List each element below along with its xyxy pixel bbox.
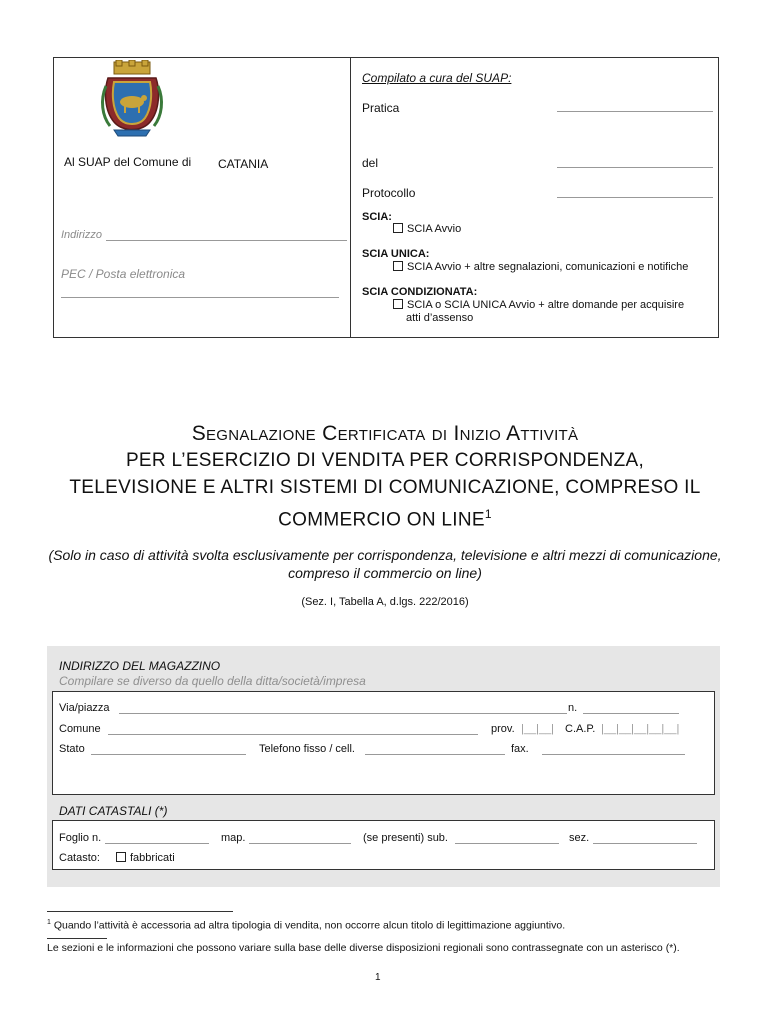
map-field[interactable] bbox=[249, 843, 351, 844]
section-title: DATI CATASTALI (*) bbox=[59, 804, 168, 818]
pec-field[interactable] bbox=[61, 297, 339, 298]
cap-field[interactable]: |__|__|__|__|__| bbox=[601, 723, 680, 735]
comune-field[interactable] bbox=[108, 734, 478, 735]
suap-prefix: Al SUAP del Comune di bbox=[64, 155, 192, 169]
fabbricati-checkbox[interactable] bbox=[116, 852, 126, 862]
catasto-fields-box bbox=[52, 820, 715, 870]
via-label: Via/piazza bbox=[59, 702, 110, 714]
title-line-3: TELEVISIONE E ALTRI SISTEMI DI COMUNICAZIONE, COMPRESO IL bbox=[69, 477, 701, 498]
pratica-label: Pratica bbox=[362, 101, 400, 115]
scia-unica-checkbox[interactable] bbox=[393, 261, 403, 271]
prov-label: prov. bbox=[491, 723, 515, 735]
scia-cond-option[interactable] bbox=[393, 299, 684, 311]
scia-unica-option-label: SCIA Avvio + altre segnalazioni, comunicazioni e notifiche bbox=[407, 261, 689, 273]
title-line-4: COMMERCIO ON LINE bbox=[278, 509, 485, 531]
map-label: map. bbox=[221, 832, 246, 844]
scia-heading: SCIA: bbox=[362, 211, 392, 223]
sub-field[interactable] bbox=[455, 843, 559, 844]
sez-field[interactable] bbox=[593, 843, 697, 844]
footnote-separator-2 bbox=[47, 938, 107, 939]
scia-unica-heading: SCIA UNICA: bbox=[362, 248, 430, 260]
telefono-label: Telefono fisso / cell. bbox=[259, 743, 355, 755]
comune-label: Comune bbox=[59, 723, 101, 735]
via-field[interactable] bbox=[119, 713, 567, 714]
scia-option[interactable] bbox=[393, 223, 461, 235]
indirizzo-field[interactable] bbox=[106, 240, 347, 241]
prov-field[interactable]: |__|__| bbox=[521, 723, 555, 735]
scia-cond-option-label-2: atti d’assenso bbox=[406, 312, 474, 324]
catania-coat-of-arms-icon bbox=[100, 60, 164, 143]
comune-name: CATANIA bbox=[218, 157, 269, 171]
fax-label: fax. bbox=[511, 743, 529, 755]
stato-label: Stato bbox=[59, 743, 85, 755]
fabbricati-option[interactable] bbox=[116, 852, 175, 864]
foglio-field[interactable] bbox=[105, 843, 209, 844]
legal-reference: (Sez. I, Tabella A, d.lgs. 222/2016) bbox=[301, 596, 469, 608]
header-divider bbox=[350, 57, 351, 338]
sub-label: (se presenti) sub. bbox=[363, 832, 448, 844]
footnote-1-mark: 1 bbox=[47, 919, 51, 926]
scia-option-label: SCIA Avvio bbox=[407, 223, 462, 235]
pratica-field[interactable] bbox=[557, 111, 713, 112]
document-subtitle: (Solo in caso di attività svolta esclusivamente per corrispondenza, televisione e altri mezzi di comunicazione, compreso il commercio on line) bbox=[48, 547, 722, 581]
fax-field[interactable] bbox=[542, 754, 685, 755]
section-subtitle: Compilare se diverso da quello della ditta/società/impresa bbox=[59, 674, 366, 688]
protocollo-field[interactable] bbox=[557, 197, 713, 198]
title-line-1: Segnalazione Certificata di Inizio Attività bbox=[191, 422, 579, 445]
catasto-label: Catasto: bbox=[59, 852, 100, 864]
footnote-asterisk-note: Le sezioni e le informazioni che possono variare sulla base delle diverse disposizioni regionali sono contrassegnate con un asterisco (*). bbox=[47, 942, 680, 954]
title-line-4-wrap bbox=[20, 501, 750, 533]
indirizzo-label: Indirizzo bbox=[61, 229, 102, 241]
title-line-2: PER L’ESERCIZIO DI VENDITA PER CORRISPONDENZA, bbox=[125, 450, 645, 471]
footnote-separator bbox=[47, 911, 233, 912]
compilato-label: Compilato a cura del SUAP: bbox=[362, 71, 512, 85]
scia-unica-option[interactable] bbox=[393, 261, 688, 273]
sez-label: sez. bbox=[569, 832, 590, 844]
scia-cond-option-label-1: SCIA o SCIA UNICA Avvio + altre domande per acquisire bbox=[407, 299, 685, 311]
section-indirizzo-magazzino bbox=[47, 646, 720, 801]
section-title: INDIRIZZO DEL MAGAZZINO bbox=[59, 659, 221, 673]
protocollo-label: Protocollo bbox=[362, 186, 416, 200]
numero-field[interactable] bbox=[583, 713, 679, 714]
telefono-field[interactable] bbox=[365, 754, 505, 755]
scia-cond-checkbox[interactable] bbox=[393, 299, 403, 309]
magazzino-fields-box bbox=[52, 691, 715, 795]
scia-checkbox[interactable] bbox=[393, 223, 403, 233]
foglio-label: Foglio n. bbox=[59, 832, 102, 844]
pec-label: PEC / Posta elettronica bbox=[61, 267, 186, 281]
fabbricati-label: fabbricati bbox=[130, 852, 175, 864]
section-dati-catastali bbox=[47, 800, 720, 887]
scia-cond-heading: SCIA CONDIZIONATA: bbox=[362, 286, 478, 298]
numero-label: n. bbox=[568, 702, 578, 714]
page-number: 1 bbox=[375, 972, 381, 983]
footnote-1 bbox=[47, 919, 565, 932]
del-field[interactable] bbox=[557, 167, 713, 168]
title-footnote-mark[interactable]: 1 bbox=[484, 507, 492, 521]
document-title bbox=[20, 420, 750, 533]
footnote-1-text: Quando l’attività è accessoria ad altra tipologia di vendita, non occorre alcun titolo di legittimazione aggiuntivo. bbox=[53, 919, 566, 932]
del-label: del bbox=[362, 156, 379, 170]
stato-field[interactable] bbox=[91, 754, 246, 755]
cap-label: C.A.P. bbox=[565, 723, 596, 735]
